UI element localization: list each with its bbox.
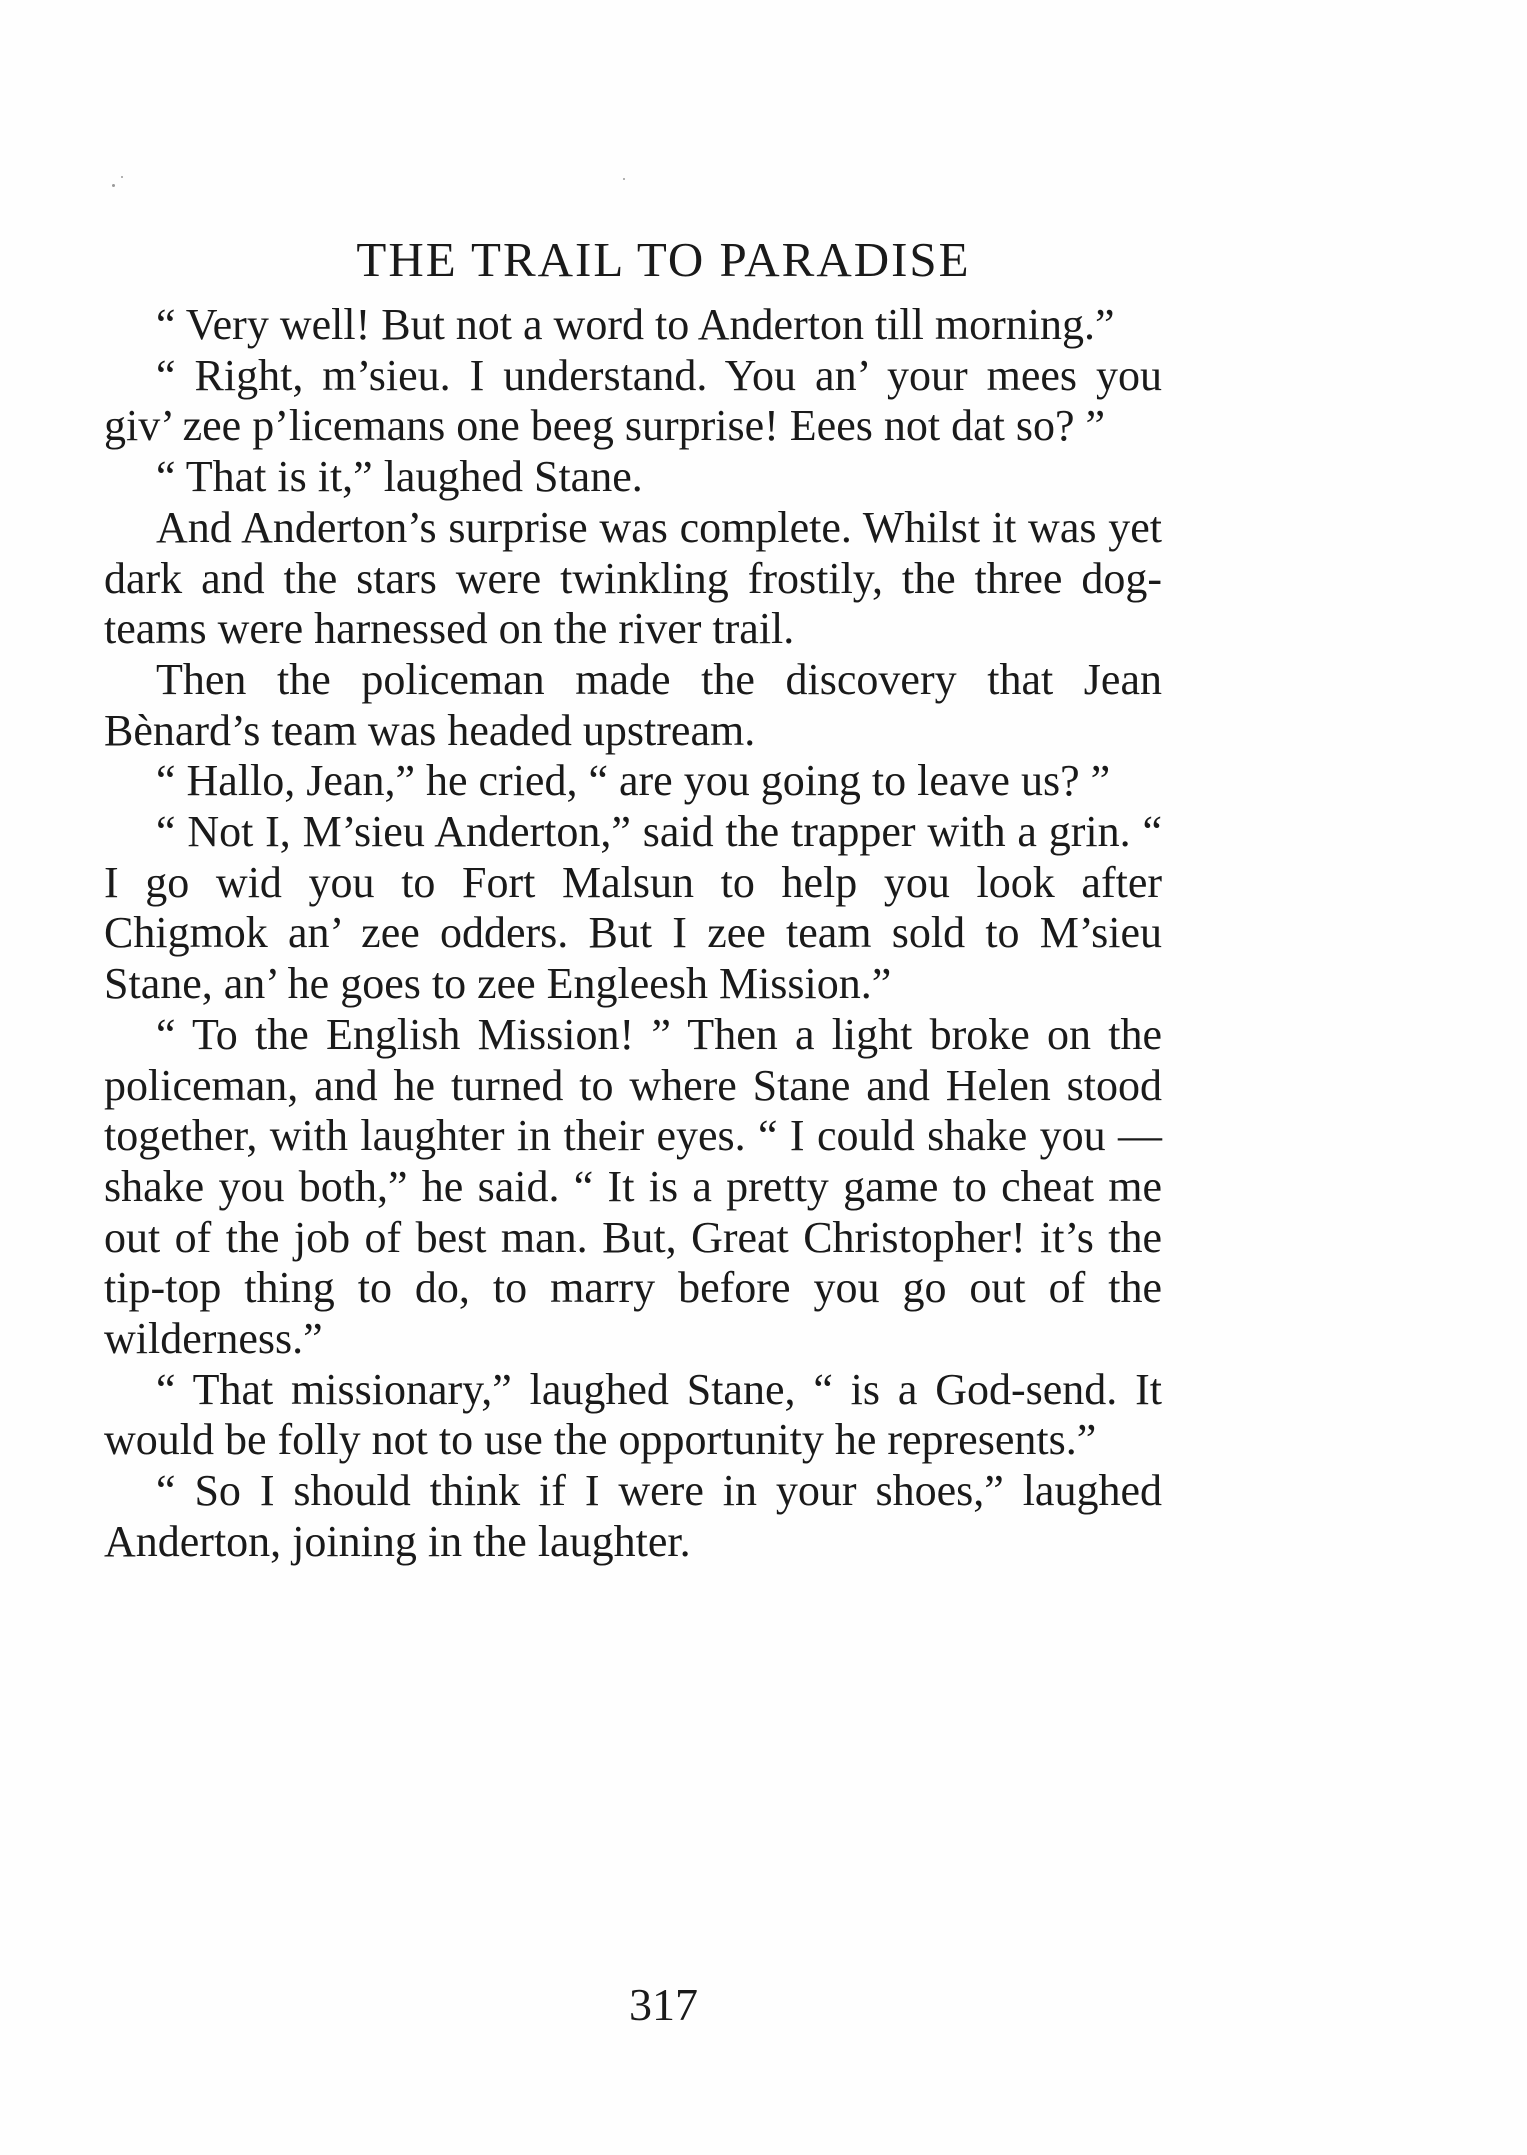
paragraph: “ Right, m’sieu. I understand. You an’ your mees you giv’ zee p’licemans one beeg surprise! Eees not dat so? ”: [104, 350, 1162, 451]
speck-mark: [623, 178, 625, 180]
paragraph: “ To the English Mission! ” Then a light broke on the policeman, and he turned to where Stane and Helen stood together, with laughter in their eyes. “ I could shake you — shake you both,” he said. “ It is a pretty game to cheat me out of the job of best man. But, Great Christopher! it’s the tip-top thing to do, to marry before you go out of the wilderness.”: [104, 1009, 1162, 1364]
running-head: THE TRAIL TO PARADISE: [356, 232, 971, 287]
paragraph: “ That missionary,” laughed Stane, “ is a God-send. It would be folly not to use the opportunity he represents.”: [104, 1364, 1162, 1465]
paragraph: Then the policeman made the discovery that Jean Bènard’s team was headed upstream.: [104, 654, 1162, 755]
speck-mark: [112, 184, 115, 187]
paragraph: “ Hallo, Jean,” he cried, “ are you going to leave us? ”: [156, 756, 1111, 806]
paragraph: “ Very well! But not a word to Anderton till morning.”: [156, 300, 1115, 349]
page-number: 317: [629, 1979, 698, 2030]
body-text: [104, 300, 1162, 1568]
paragraph: And Anderton’s surprise was complete. Whilst it was yet dark and the stars were twinkling frostily, the three dog-teams were harnessed on the river trail.: [104, 502, 1162, 654]
paragraph: “ So I should think if I were in your shoes,” laughed Anderton, joining in the laughter.: [104, 1466, 1162, 1566]
paragraph: “ That is it,” laughed Stane.: [156, 452, 643, 502]
paragraph: “ Not I, M’sieu Anderton,” said the trapper with a grin. “ I go wid you to Fort Malsun to help you look after Chigmok an’ zee odders. But I zee team sold to M’sieu Stane, an’ he goes to zee Engleesh Mission.”: [104, 807, 1162, 1009]
speck-mark: [121, 176, 123, 178]
